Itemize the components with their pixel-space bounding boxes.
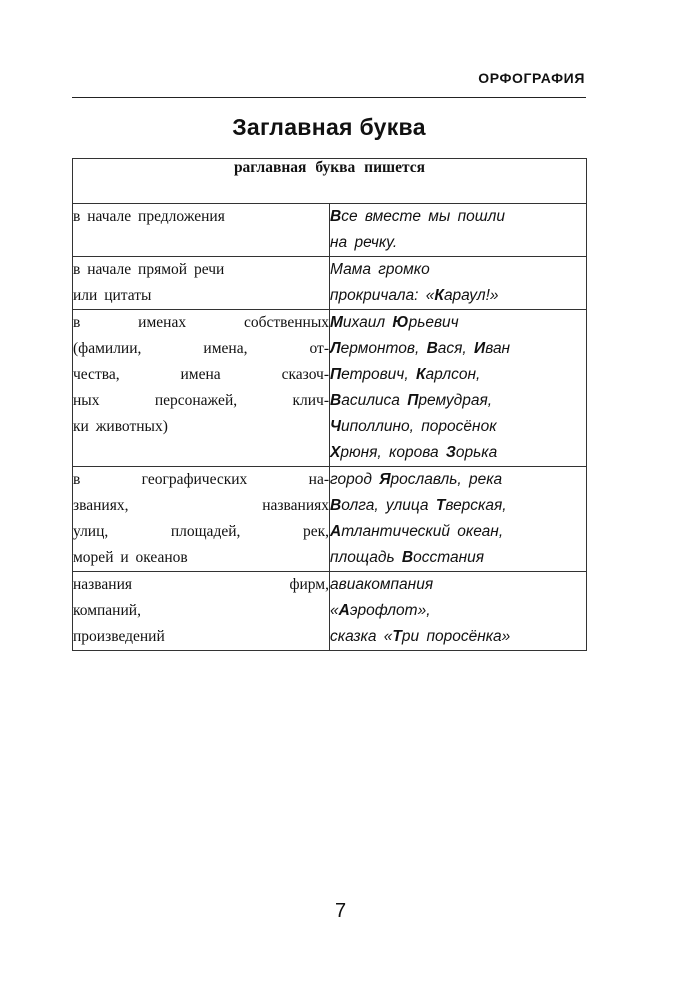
example-text: асилиса [341,392,408,409]
table-body [73,204,587,651]
example-line [330,545,586,571]
example-text: « [330,602,339,619]
example-text: се вместе мы пошли [341,208,506,225]
capital-letter: А [330,523,342,540]
example-line [330,257,586,283]
table-row [73,310,587,467]
table-header: раглавная буква пишется [73,159,587,204]
section-label: ОРФОГРАФИЯ [478,70,585,86]
table-row [73,572,587,651]
table-row [73,467,587,572]
example-cell [330,310,587,467]
example-text: город [330,471,380,488]
rule-line: ки животных) [73,418,168,435]
capital-letter: И [474,340,486,357]
example-line [330,572,586,598]
rule-cell [73,257,330,310]
rule-line: ных персонажей, клич- [73,392,329,409]
rule-line: в географических на- [73,471,329,488]
rule-cell [73,467,330,572]
rule-cell [73,310,330,467]
example-text: Мама громко [330,261,430,278]
example-line [330,283,586,309]
capital-letter: Ю [392,314,409,331]
rule-line: (фамилии, имена, от- [73,340,329,357]
example-line [330,336,586,362]
rule-line: названия фирм, [73,576,329,593]
rule-line: чества, имена сказоч- [73,366,329,383]
example-text: рюня, корова [340,444,446,461]
rule-line: улиц, площадей, рек, [73,523,329,540]
example-line [330,624,586,650]
capital-letter: М [330,314,343,331]
rule-line: произведений [73,628,165,645]
example-cell [330,257,587,310]
capital-letter: Т [392,628,402,645]
example-line [330,519,586,545]
capital-letter: В [330,208,342,225]
capital-letter: К [434,287,444,304]
rule-line: или цитаты [73,287,152,304]
header-rule [72,97,586,98]
table-row [73,204,587,257]
table-header-row [73,159,587,204]
example-line [330,230,586,256]
table-row [73,257,587,310]
example-text: орька [455,444,498,461]
example-text: рьевич [408,314,459,331]
example-text: ван [485,340,511,357]
capital-letter: Ч [330,418,341,435]
example-text: етрович, [341,366,416,383]
capital-letter-table [72,158,587,651]
example-line [330,362,586,388]
capital-letter: З [445,444,456,461]
example-text: ася, [437,340,475,357]
capital-letter: В [330,392,342,409]
rule-cell [73,572,330,651]
example-line [330,388,586,414]
example-cell [330,572,587,651]
rule-line: в начале предложения [73,208,225,225]
example-text: прокричала: « [330,287,435,304]
example-cell [330,467,587,572]
rule-line: компаний, [73,602,141,619]
example-line [330,467,586,493]
example-text: ихаил [342,314,393,331]
page-number: 7 [334,900,347,922]
example-text: сказка « [330,628,393,645]
example-text: ри поросёнка» [401,628,511,645]
example-text: иполлино, поросёнок [340,418,497,435]
example-text: площадь [330,549,402,566]
capital-letter: Х [330,444,341,461]
example-text: олга, улица [341,497,436,514]
example-text: на речку. [330,234,398,251]
example-line [330,440,586,466]
capital-letter: К [415,366,426,383]
rule-cell [73,204,330,257]
capital-letter: Л [330,340,341,357]
example-text: осстания [413,549,485,566]
example-line [330,204,586,230]
example-text: эрофлот», [349,602,431,619]
capital-letter: В [330,497,342,514]
example-text: араул!» [443,287,499,304]
capital-letter: Т [435,497,446,514]
example-text: ремудрая, [418,392,493,409]
capital-letter: А [338,602,350,619]
example-text: арлсон, [425,366,481,383]
rule-line: морей и океанов [73,549,188,566]
example-text: рославль, река [390,471,503,488]
example-text: авиакомпания [330,576,434,593]
example-cell [330,204,587,257]
capital-letter: П [330,366,342,383]
rule-line: в начале прямой речи [73,261,225,278]
example-line [330,310,586,336]
capital-letter: П [407,392,419,409]
example-line [330,493,586,519]
example-text: тлантический океан, [341,523,504,540]
example-text: верская, [445,497,507,514]
capital-letter: В [401,549,414,566]
example-line [330,598,586,624]
rule-line: званиях, названиях [73,497,329,514]
example-text: ермонтов, [340,340,427,357]
capital-letter: Я [379,471,391,488]
capital-letter: В [426,340,438,357]
page-title: Заглавная буква [232,114,426,140]
example-line [330,414,586,440]
rule-line: в именах собственных [73,314,329,331]
